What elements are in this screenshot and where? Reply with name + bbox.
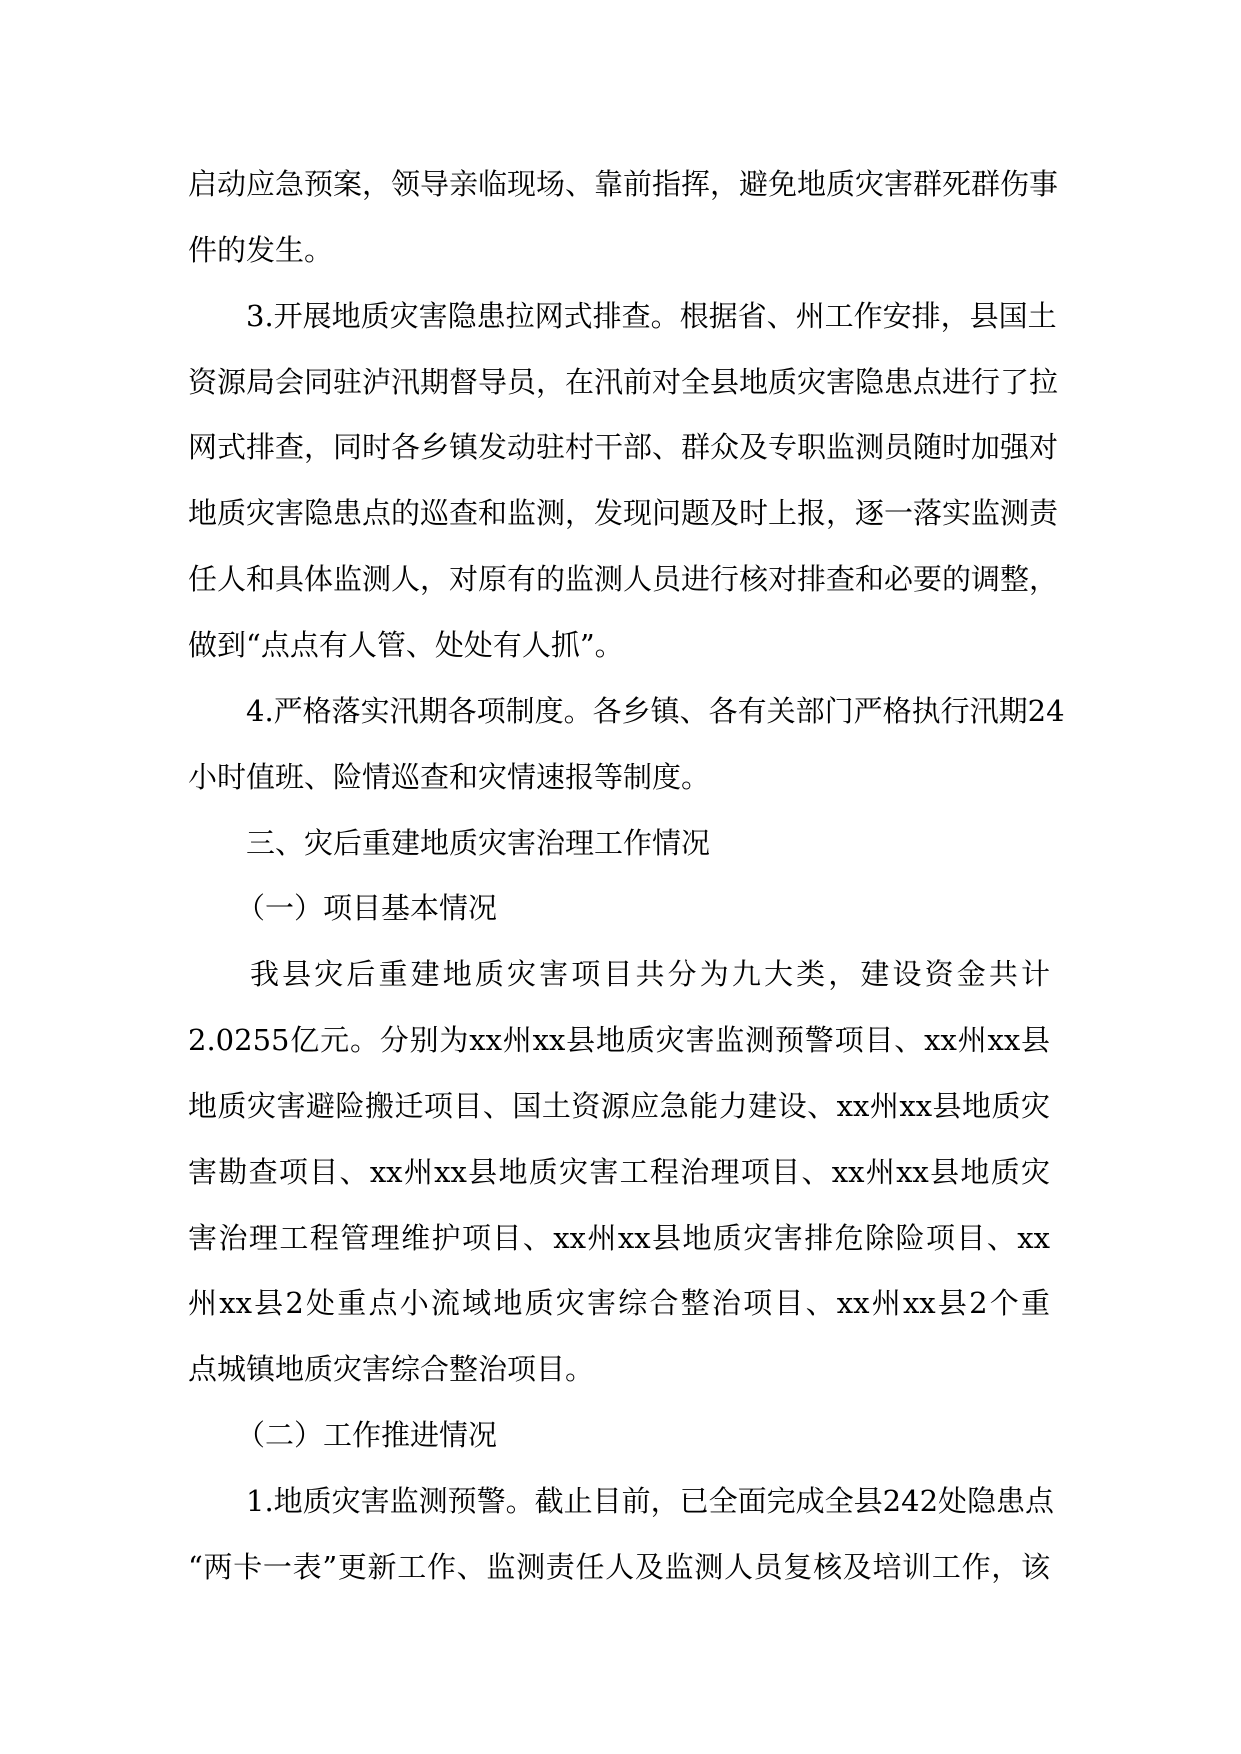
text-line-14: 2.0255亿元。分别为xx州xx县地质灾害监测预警项目、xx州xx县	[188, 1023, 1050, 1057]
text-line-17: 害治理工程管理维护项目、xx州xx县地质灾害排危除险项目、xx	[188, 1221, 1050, 1255]
text-line-7: 任人和具体监测人，对原有的监测人员进行核对排查和必要的调整，	[188, 562, 1059, 596]
text-line-18: 州xx县2处重点小流域地质灾害综合整治项目、xx州xx县2个重	[188, 1286, 1050, 1320]
text-line-10: 小时值班、险情巡查和灾情速报等制度。	[188, 760, 711, 794]
text-line-6: 地质灾害隐患点的巡查和监测，发现问题及时上报，逐一落实监测责	[188, 496, 1059, 530]
text-line-15: 地质灾害避险搬迁项目、国土资源应急能力建设、xx州xx县地质灾	[188, 1089, 1050, 1123]
text-line-8: 做到“点点有人管、处处有人抓”。	[188, 628, 624, 662]
subsection-heading-1: （一）项目基本情况	[236, 891, 498, 925]
text-line-16: 害勘查项目、xx州xx县地质灾害工程治理项目、xx州xx县地质灾	[188, 1155, 1050, 1189]
text-line-5: 网式排查，同时各乡镇发动驻村干部、群众及专职监测员随时加强对	[188, 430, 1059, 464]
text-line-13: 我县灾后重建地质灾害项目共分为九大类，建设资金共计	[250, 957, 1050, 991]
text-line-1: 启动应急预案，领导亲临现场、靠前指挥，避免地质灾害群死群伤事	[188, 167, 1059, 201]
text-line-22: “两卡一表”更新工作、监测责任人及监测人员复核及培训工作，该	[188, 1550, 1050, 1584]
text-line-3: 3.开展地质灾害隐患拉网式排查。根据省、州工作安排，县国土	[246, 299, 1057, 333]
text-line-2: 件的发生。	[188, 233, 334, 267]
text-line-4: 资源局会同驻泸汛期督导员，在汛前对全县地质灾害隐患点进行了拉	[188, 365, 1059, 399]
text-line-9: 4.严格落实汛期各项制度。各乡镇、各有关部门严格执行汛期24	[246, 694, 1065, 728]
text-line-19: 点城镇地质灾害综合整治项目。	[188, 1352, 595, 1386]
section-heading-3: 三、灾后重建地质灾害治理工作情况	[246, 826, 711, 860]
text-line-21: 1.地质灾害监测预警。截止目前，已全面完成全县242处隐患点	[246, 1484, 1055, 1518]
subsection-heading-2: （二）工作推进情况	[236, 1418, 498, 1452]
